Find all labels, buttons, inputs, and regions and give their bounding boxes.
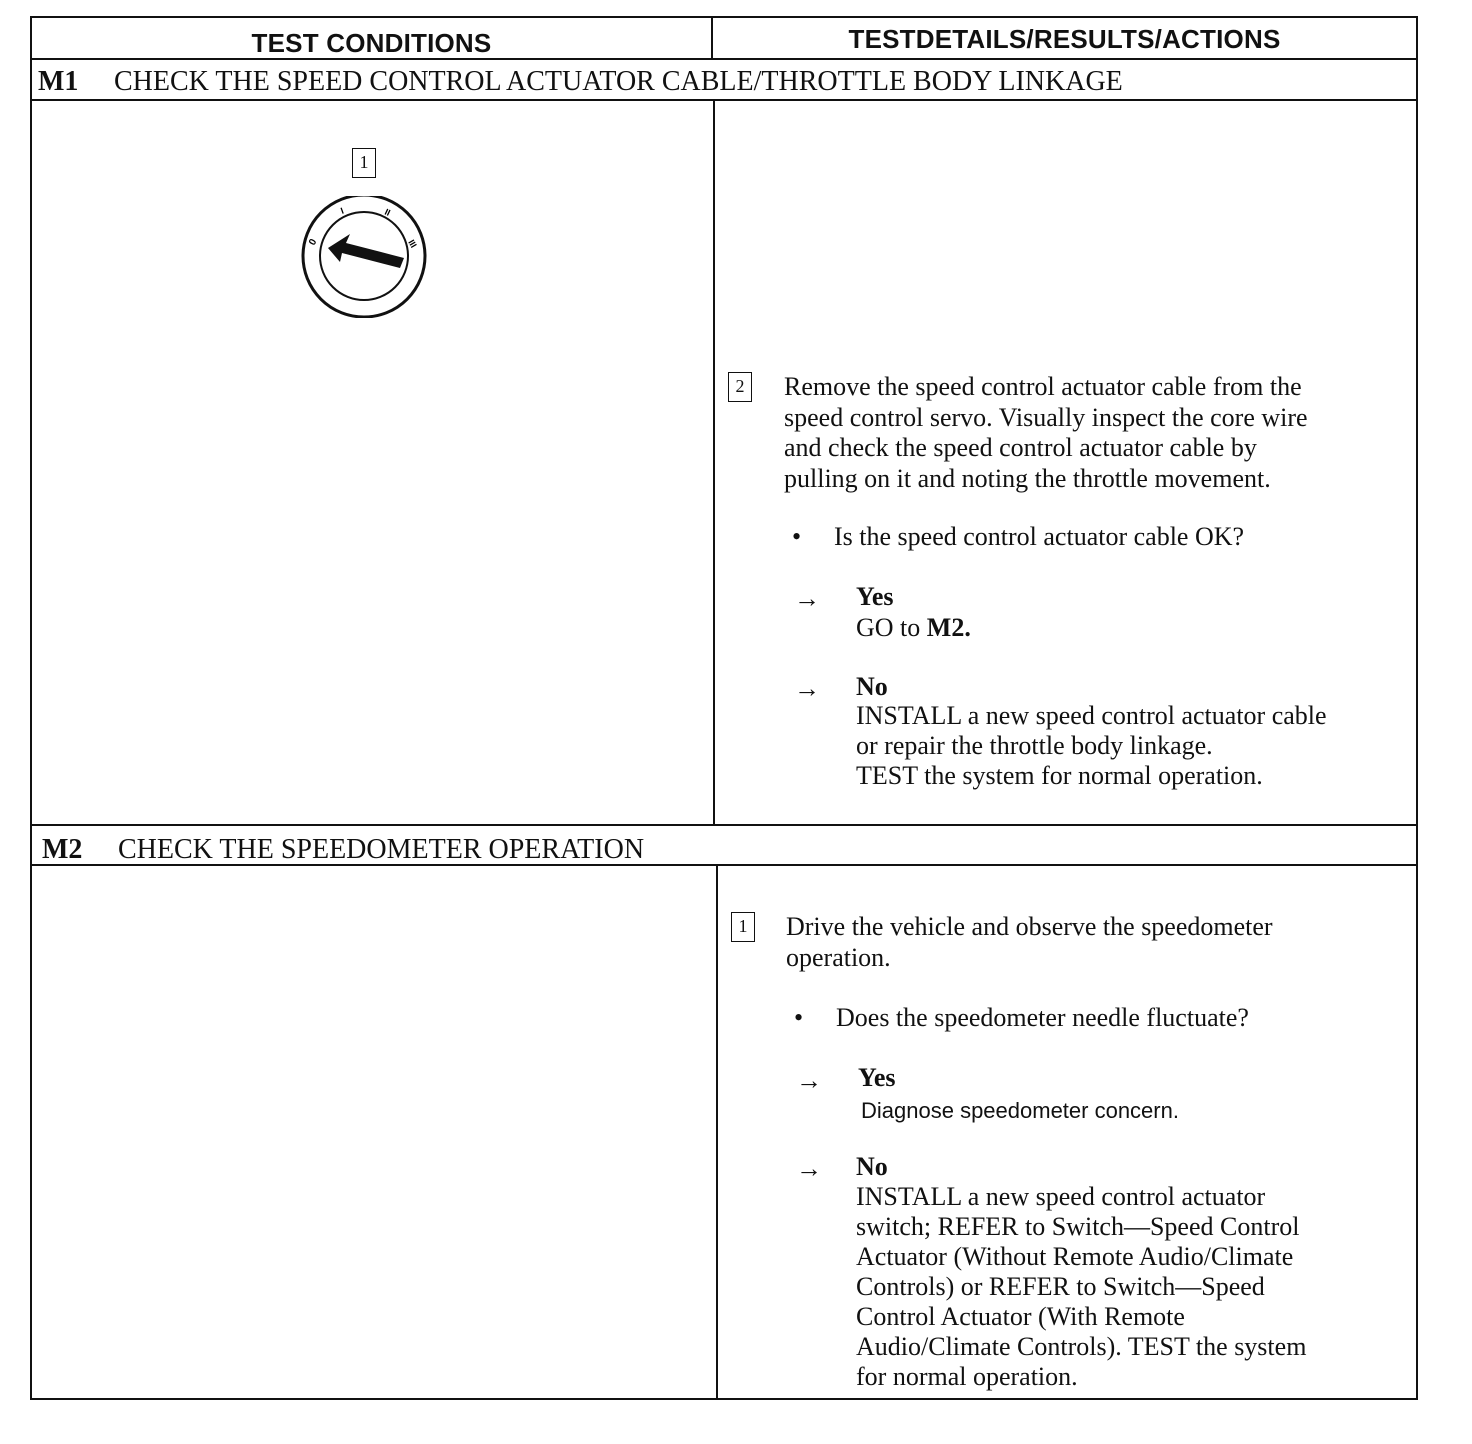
- header-test-conditions: TEST CONDITIONS: [251, 28, 492, 58]
- m2-no-arrow: →: [796, 1154, 822, 1183]
- m1-column-divider: [713, 99, 715, 825]
- m2-instruction: Drive the vehicle and observe the speedometer operation.: [786, 912, 1273, 972]
- m1-yes-action: GO to M2.: [856, 613, 971, 642]
- m2-step-number: 1: [731, 912, 755, 942]
- m1-step-number: 2: [728, 372, 752, 402]
- m1-title: CHECK THE SPEED CONTROL ACTUATOR CABLE/THROTTLE BODY LINKAGE: [114, 66, 1123, 97]
- m1-instruction-line: Remove the speed control actuator cable from the: [784, 372, 1302, 401]
- m2-column-divider: [716, 864, 718, 1400]
- m1-yes-arrow: →: [794, 584, 820, 613]
- m1-no-arrow: →: [794, 674, 820, 703]
- m2-question: Does the speedometer needle fluctuate?: [836, 1003, 1249, 1032]
- m1-yes-label: Yes: [856, 582, 894, 611]
- m1-title-divider: [30, 99, 1418, 101]
- m2-no-label: No: [856, 1152, 888, 1181]
- m1-code: M1: [38, 66, 79, 97]
- m1-title-row: [38, 66, 1123, 98]
- m1-yes-ref: M2.: [926, 613, 971, 642]
- svg-text:0: 0: [307, 237, 320, 248]
- m1-question: Is the speed control actuator cable OK?: [834, 522, 1245, 551]
- m1-no-action: INSTALL a new speed control actuator cable or repair the throttle body linkage. TEST the system for normal operation.: [856, 701, 1327, 790]
- svg-text:II: II: [383, 206, 392, 218]
- svg-text:III: III: [406, 238, 419, 250]
- m1-instruction-line: pulling on it and noting the throttle movement.: [784, 463, 1271, 493]
- m1-bottom-divider: [30, 824, 1418, 826]
- m2-yes-action: Diagnose speedometer concern.: [861, 1098, 1179, 1123]
- svg-text:I: I: [339, 205, 346, 216]
- header-test-details: TESTDETAILS/RESULTS/ACTIONS: [848, 24, 1281, 54]
- m2-question-bullet: •: [794, 1003, 804, 1032]
- m1-instruction-line: and check the speed control actuator cable by: [784, 433, 1257, 462]
- m1-left-step-number: 1: [352, 148, 376, 178]
- m2-no-action: INSTALL a new speed control actuator switch; REFER to Switch—Speed Control Actuator (Without Remote Audio/Climate Controls) or REFER to Switch—Speed Control Actuator (With Remote Audio/Climate Controls). TEST the system for normal operation.: [856, 1182, 1307, 1391]
- m1-no-label: No: [856, 672, 888, 701]
- m2-yes-arrow: →: [796, 1066, 822, 1095]
- m1-instruction: [784, 372, 1404, 494]
- m2-code: M2: [42, 834, 83, 865]
- m2-yes-label: Yes: [858, 1063, 896, 1092]
- m2-title: CHECK THE SPEEDOMETER OPERATION: [118, 834, 645, 865]
- m1-question-bullet: •: [792, 522, 802, 551]
- m2-title-row: [42, 834, 644, 866]
- ignition-switch-off-icon: [300, 196, 430, 318]
- m1-instruction-line: speed control servo. Visually inspect the core wire: [784, 402, 1308, 432]
